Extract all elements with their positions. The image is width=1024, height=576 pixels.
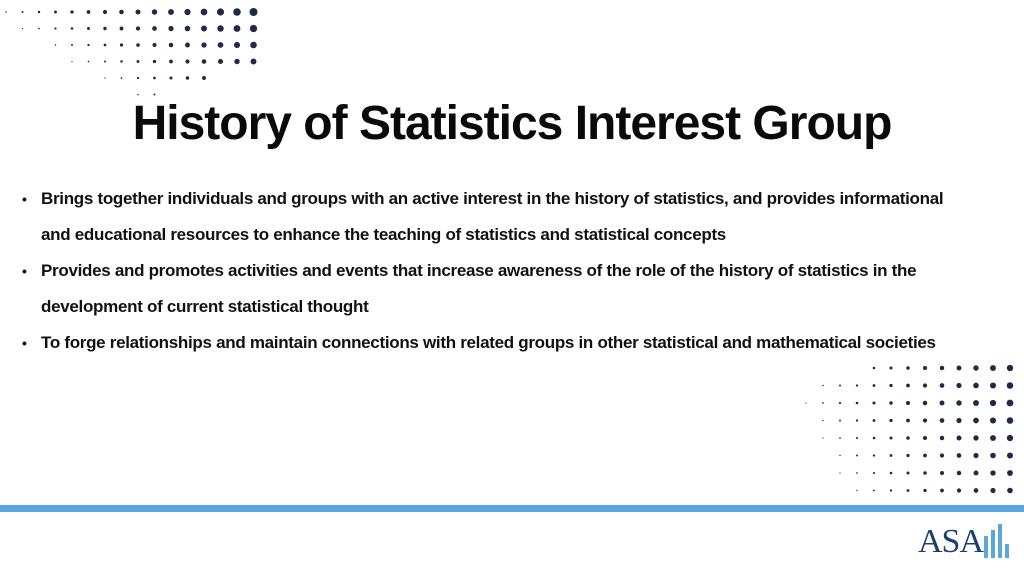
dot bbox=[185, 26, 191, 32]
bullet-list bbox=[20, 181, 960, 361]
dot bbox=[87, 10, 91, 14]
dot bbox=[169, 43, 173, 47]
dot bbox=[120, 43, 123, 46]
bullet-icon: • bbox=[22, 335, 27, 351]
dot bbox=[120, 60, 122, 62]
dot bbox=[973, 435, 978, 440]
dot bbox=[103, 10, 107, 14]
dot bbox=[873, 437, 876, 440]
dot bbox=[856, 455, 858, 457]
dot bbox=[120, 27, 124, 31]
dot bbox=[1007, 452, 1013, 458]
dot bbox=[119, 10, 124, 15]
dot bbox=[22, 28, 23, 29]
dot bbox=[233, 8, 241, 16]
dot bbox=[856, 472, 858, 474]
dot bbox=[201, 9, 208, 16]
dot bbox=[152, 26, 157, 31]
dot bbox=[54, 27, 56, 29]
dot bbox=[805, 402, 806, 403]
dot bbox=[1007, 488, 1013, 494]
dot bbox=[38, 28, 40, 30]
dot bbox=[185, 43, 190, 48]
dot bbox=[1007, 382, 1014, 389]
dot bbox=[251, 59, 257, 65]
dot bbox=[136, 26, 140, 30]
dot bbox=[890, 489, 892, 491]
dot bbox=[940, 366, 944, 370]
dot bbox=[957, 436, 962, 441]
dot bbox=[218, 42, 224, 48]
dot bbox=[121, 77, 123, 79]
dot bbox=[923, 401, 927, 405]
dot bbox=[940, 383, 945, 388]
dot bbox=[54, 11, 57, 14]
dot bbox=[168, 26, 173, 31]
dot bbox=[973, 383, 979, 389]
dot bbox=[923, 366, 927, 370]
dot bbox=[822, 402, 824, 404]
bullet-icon: • bbox=[22, 191, 27, 207]
dot bbox=[957, 488, 961, 492]
dot bbox=[234, 25, 241, 32]
dot bbox=[202, 59, 207, 64]
dot bbox=[135, 9, 140, 14]
dot bbox=[856, 490, 857, 491]
dot bbox=[186, 76, 189, 79]
dot-pattern-icon bbox=[0, 0, 270, 100]
dot bbox=[923, 418, 927, 422]
dot bbox=[890, 454, 893, 457]
bullet-icon: • bbox=[22, 263, 27, 279]
dot bbox=[890, 472, 893, 475]
dot bbox=[184, 9, 190, 15]
bullet-item bbox=[20, 253, 960, 325]
dot bbox=[873, 419, 876, 422]
bar-chart-icon bbox=[982, 524, 1012, 560]
dot bbox=[856, 437, 858, 439]
dot bbox=[906, 384, 910, 388]
dot bbox=[990, 365, 996, 371]
dot bbox=[973, 365, 978, 370]
dot bbox=[973, 418, 979, 424]
dot bbox=[21, 11, 23, 13]
dot bbox=[990, 435, 996, 441]
dot bbox=[956, 383, 961, 388]
dot bbox=[234, 59, 239, 64]
decorative-dot-pattern-top-left bbox=[0, 0, 270, 100]
dot bbox=[906, 419, 910, 423]
dot bbox=[250, 25, 257, 32]
dot bbox=[974, 471, 979, 476]
dot bbox=[104, 77, 105, 78]
dot bbox=[104, 44, 107, 47]
dot bbox=[153, 77, 156, 80]
dot bbox=[973, 453, 978, 458]
dot bbox=[217, 25, 223, 31]
dot bbox=[152, 9, 157, 14]
dot bbox=[889, 401, 893, 405]
dot bbox=[923, 471, 927, 475]
dot bbox=[839, 455, 840, 456]
dot bbox=[856, 402, 859, 405]
dot bbox=[839, 402, 841, 404]
dot bbox=[71, 44, 73, 46]
dot bbox=[957, 453, 962, 458]
dot bbox=[38, 11, 40, 13]
bullet-item bbox=[20, 181, 960, 253]
dot-pattern-icon bbox=[800, 360, 1024, 500]
dot bbox=[839, 420, 841, 422]
dot bbox=[974, 488, 979, 493]
dot bbox=[168, 9, 174, 15]
dot bbox=[104, 60, 106, 62]
dot bbox=[856, 384, 858, 386]
dot bbox=[990, 488, 995, 493]
dot bbox=[940, 453, 944, 457]
dot bbox=[956, 400, 961, 405]
dot bbox=[990, 400, 996, 406]
dot bbox=[152, 43, 156, 47]
dot bbox=[70, 10, 73, 13]
dot bbox=[250, 42, 257, 49]
dot bbox=[202, 76, 206, 80]
dot bbox=[218, 59, 223, 64]
dot bbox=[923, 454, 927, 458]
dot bbox=[153, 60, 156, 63]
dot bbox=[872, 401, 875, 404]
dot bbox=[873, 472, 875, 474]
dot bbox=[990, 453, 996, 459]
dot bbox=[940, 471, 944, 475]
dot bbox=[71, 61, 72, 62]
dot bbox=[1007, 470, 1013, 476]
dot bbox=[250, 8, 258, 16]
dot bbox=[957, 366, 962, 371]
bullet-text: To forge relationships and maintain connections with related groups in other statistical and mathematical societies bbox=[41, 333, 936, 352]
dot bbox=[217, 8, 224, 15]
dot bbox=[822, 437, 823, 438]
dot bbox=[137, 60, 140, 63]
dot bbox=[873, 367, 876, 370]
footer-divider bbox=[0, 505, 1024, 512]
dot bbox=[889, 384, 892, 387]
dot bbox=[923, 436, 927, 440]
logo-text: ASA bbox=[918, 523, 984, 560]
dot bbox=[87, 44, 89, 46]
dot bbox=[940, 436, 944, 440]
dot bbox=[1007, 435, 1013, 441]
asa-logo bbox=[918, 522, 1014, 562]
dot bbox=[873, 454, 875, 456]
dot bbox=[839, 472, 840, 473]
dot bbox=[201, 25, 207, 31]
dot bbox=[5, 11, 7, 13]
dot bbox=[940, 489, 944, 493]
dot bbox=[873, 490, 875, 492]
dot bbox=[923, 383, 927, 387]
dot bbox=[234, 42, 240, 48]
dot bbox=[137, 77, 139, 79]
dot bbox=[990, 382, 996, 388]
dot bbox=[839, 437, 841, 439]
dot bbox=[973, 400, 979, 406]
dot bbox=[55, 44, 56, 45]
dot bbox=[1007, 400, 1014, 407]
dot bbox=[940, 401, 945, 406]
dot bbox=[136, 43, 140, 47]
dot bbox=[103, 27, 106, 30]
dot bbox=[856, 419, 858, 421]
dot bbox=[1007, 417, 1014, 424]
dot bbox=[201, 42, 206, 47]
dot bbox=[906, 401, 910, 405]
dot bbox=[71, 27, 74, 30]
dot bbox=[185, 59, 189, 63]
bullet-text: Brings together individuals and groups with an active interest in the history of statistics, and provides informational and educational resources to enhance the teaching of statistics and statistical concepts bbox=[41, 189, 944, 244]
slide-title: History of Statistics Interest Group bbox=[132, 97, 892, 150]
dot bbox=[906, 366, 910, 370]
dot bbox=[923, 489, 926, 492]
dot bbox=[906, 454, 909, 457]
dot bbox=[839, 385, 841, 387]
dot bbox=[873, 384, 876, 387]
dot bbox=[906, 471, 909, 474]
dot bbox=[87, 27, 90, 30]
bullet-text: Provides and promotes activities and events that increase awareness of the role of the history of statistics in the development of current statistical thought bbox=[41, 261, 917, 316]
dot bbox=[822, 385, 823, 386]
dot bbox=[822, 420, 823, 421]
dot bbox=[889, 436, 892, 439]
dot bbox=[990, 470, 995, 475]
dot bbox=[88, 61, 90, 63]
dot bbox=[990, 417, 996, 423]
dot bbox=[169, 76, 172, 79]
dot bbox=[957, 471, 961, 475]
decorative-dot-pattern-bottom-right bbox=[800, 360, 1024, 500]
dot bbox=[169, 60, 173, 64]
dot bbox=[889, 419, 892, 422]
dot bbox=[889, 366, 892, 369]
dot bbox=[906, 436, 910, 440]
dot bbox=[1007, 365, 1013, 371]
dot bbox=[956, 418, 961, 423]
dot bbox=[907, 489, 910, 492]
bullet-item bbox=[20, 325, 960, 361]
dot bbox=[940, 418, 945, 423]
